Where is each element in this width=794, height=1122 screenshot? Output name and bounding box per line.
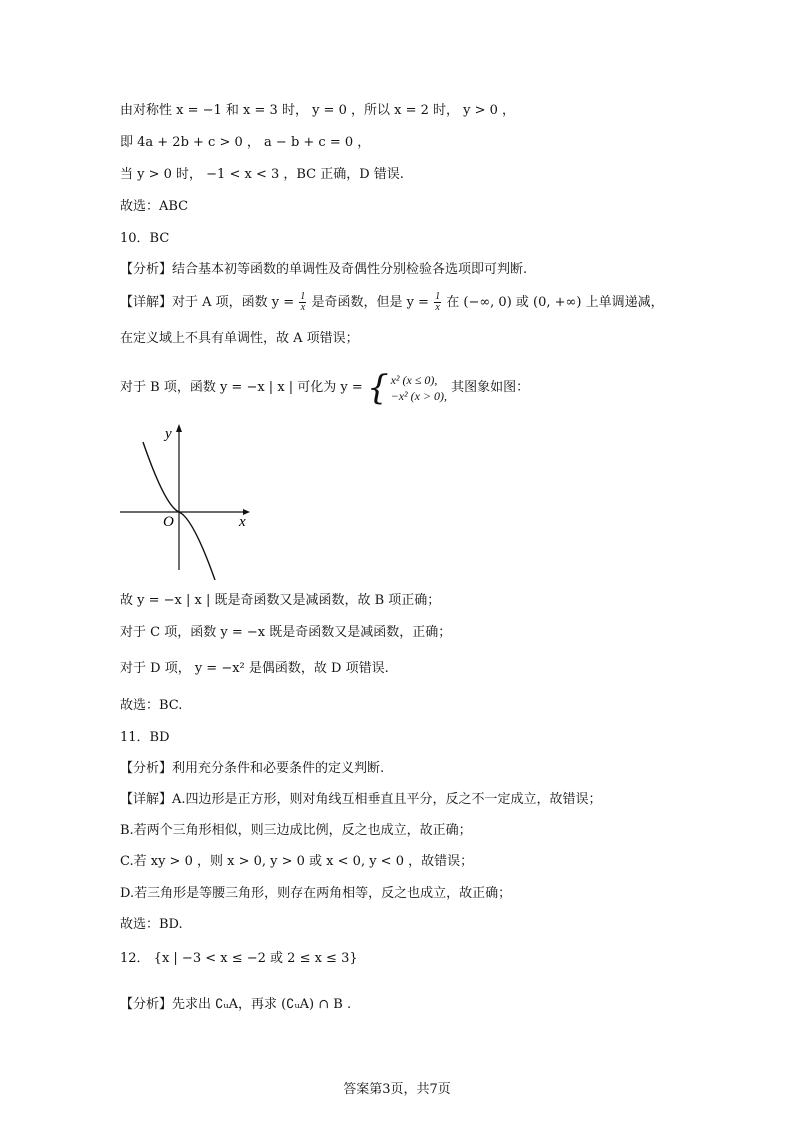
- question-10-detail-a: [120, 292, 664, 313]
- detail-b-end: 其图象如图：: [451, 380, 530, 395]
- answer-11: 故选：BD.: [120, 917, 183, 932]
- origin-label: O: [163, 514, 174, 530]
- question-11-answer: 11．BD: [120, 730, 170, 745]
- detail-b-conclusion: 故 y = −x | x | 既是奇函数又是减函数，故 B 项正确；: [120, 593, 441, 608]
- detail-d: 对于 D 项， y = −x² 是偶函数，故 D 项错误.: [120, 661, 389, 676]
- y-axis-arrow: [176, 424, 182, 432]
- detail-b-start: 对于 B 项，函数 y = −x | x | 可化为 y =: [120, 380, 363, 395]
- question-10-answer: 10．BC: [120, 231, 170, 246]
- fraction-numerator-2: 1: [435, 291, 441, 302]
- answer-9: 故选：ABC: [120, 199, 189, 214]
- fraction-denominator-2: x: [435, 302, 440, 313]
- detail-a-start: 【详解】对于 A 项，函数 y =: [120, 295, 295, 310]
- question-11-analysis: 【分析】利用充分条件和必要条件的定义判断.: [120, 761, 385, 776]
- function-graph: [115, 420, 255, 580]
- question-10-analysis: 【分析】结合基本初等函数的单调性及奇偶性分别检验各选项即可判断.: [120, 262, 528, 277]
- case-2: −x² (x > 0),: [390, 388, 448, 403]
- fraction-denominator: x: [300, 302, 306, 313]
- detail-a-conclusion: 在定义域上不具有单调性，故 A 项错误；: [120, 331, 359, 346]
- left-brace: {: [366, 367, 389, 408]
- question-11-detail-b: B.若两个三角形相似，则三边成比例，反之也成立，故正确；: [120, 823, 472, 838]
- question-11-detail-a: 【详解】A.四边形是正方形，则对角线互相垂直且平分，反之不一定成立，故错误；: [120, 792, 602, 807]
- question-11-detail-d: D.若三角形是等腰三角形，则存在两角相等，反之也成立，故正确；: [120, 886, 512, 901]
- detail-a-end: 在 (−∞, 0) 或 (0, +∞) 上单调递减，: [446, 295, 664, 310]
- page-footer: 答案第3页，共7页: [343, 1082, 451, 1097]
- question-11-detail-c: C.若 xy > 0 ，则 x > 0, y > 0 或 x < 0, y < 0 ，故错误；: [120, 854, 474, 869]
- detail-b-piecewise: [120, 368, 529, 408]
- piecewise-function: [366, 367, 448, 408]
- line-inequality: 即 4a + 2b + c > 0 ， a − b + c = 0 ，: [120, 135, 371, 150]
- case-1: x² (x ≤ 0),: [390, 372, 438, 387]
- answer-10: 故选：BC.: [120, 698, 183, 713]
- y-axis-label: y: [165, 426, 172, 442]
- line-conclusion: 当 y > 0 时， −1 < x < 3 ，BC 正确，D 错误.: [120, 167, 404, 182]
- fraction-numerator: 1: [300, 291, 306, 302]
- detail-c: 对于 C 项，函数 y = −x 既是奇函数又是减函数，正确；: [120, 625, 452, 640]
- fraction-one-over-x: [299, 292, 306, 313]
- x-axis-label: x: [239, 514, 246, 530]
- detail-a-middle: 是奇函数，但是 y =: [311, 295, 429, 310]
- line-symmetry: 由对称性 x = −1 和 x = 3 时， y = 0 ，所以 x = 2 时， y > 0 ，: [120, 103, 516, 118]
- question-12-answer: 12． {x | −3 < x ≤ −2 或 2 ≤ x ≤ 3}: [120, 951, 358, 966]
- fraction-one-over-x-2: [434, 292, 441, 313]
- question-12-analysis: 【分析】先求出 ∁ᵤA，再求 (∁ᵤA) ∩ B .: [120, 997, 352, 1012]
